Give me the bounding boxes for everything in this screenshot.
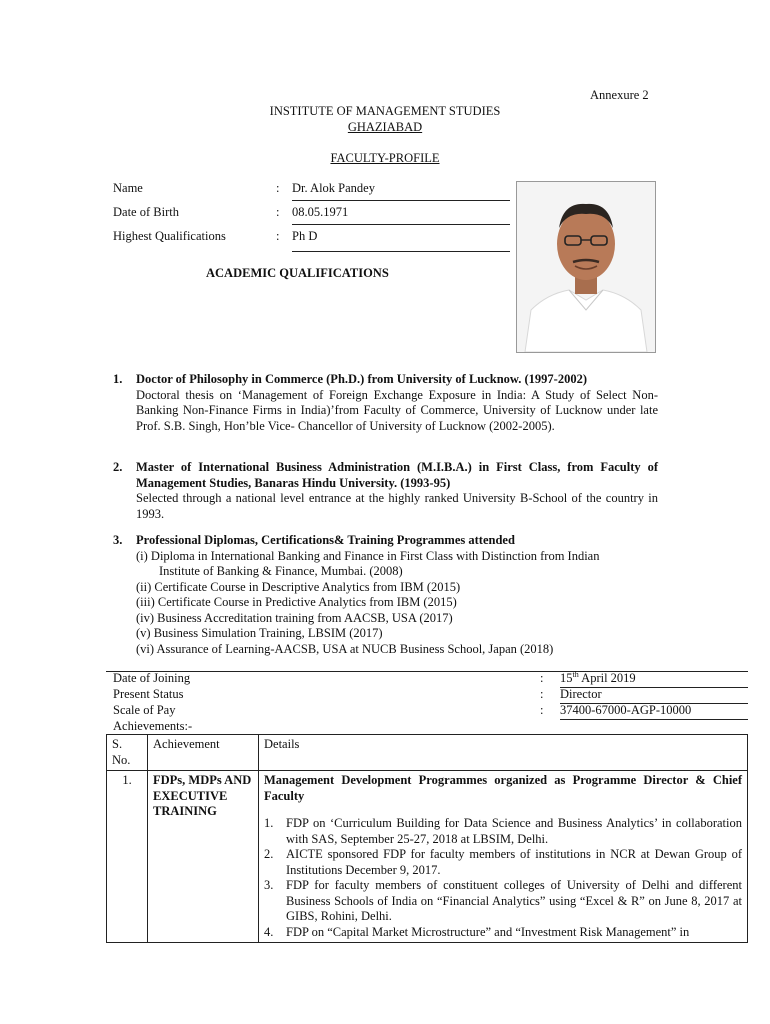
qualification-colon: : (276, 229, 280, 243)
list-item: 1. FDP on ‘Curriculum Building for Data Science and Business Analytics’ in collaboration with SAS, September 25-27, 2018 at LBSIM, Delhi. (264, 816, 742, 846)
profile-photo (516, 181, 656, 353)
qualification-label: Highest Qualifications (113, 229, 226, 243)
joining-colon: : (540, 671, 544, 685)
diploma-item: (iv) Business Accreditation training from AACSB, USA (2017) (136, 610, 453, 625)
diploma-item: (iii) Certificate Course in Predictive Analytics from IBM (2015) (136, 595, 457, 609)
item-title: Doctor of Philosophy in Commerce (Ph.D.) from University of Lucknow. (1997-2002) (136, 372, 588, 386)
joining-info (113, 671, 748, 735)
status-value: Director (560, 687, 748, 704)
list-item: 3. FDP for faculty members of constituent colleges of University of Delhi and different Business Schools of India on “Financial Analytics” using “Excel & R” on June 8, 2017 at GIBS, Rohini, Delhi. (264, 878, 742, 923)
diploma-item: (i) Diploma in International Banking and Finance in First Class with Distinction from Indian (136, 548, 600, 563)
qualification-item-3 (113, 533, 658, 657)
name-label: Name (113, 181, 143, 195)
item-title: Master of International Business Administration (M.I.B.A.) in First Class, from Faculty of Management Studies, Banaras Hindu University. (1993-95) (136, 460, 658, 490)
qualification-item-1 (113, 372, 658, 434)
status-colon: : (540, 687, 544, 701)
programme-list (264, 816, 742, 940)
name-value: Dr. Alok Pandey (292, 181, 510, 201)
row-sno: 1. (107, 771, 148, 943)
status-label: Present Status (113, 687, 184, 701)
status-row (113, 687, 748, 703)
qualification-value: Ph D (292, 229, 510, 252)
institute-name: INSTITUTE OF MANAGEMENT STUDIES (269, 104, 501, 118)
institute-city: GHAZIABAD (347, 120, 423, 134)
row-achievement: FDPs, MDPs AND EXECUTIVE TRAINING (148, 771, 259, 943)
item-number: 1. (113, 372, 123, 386)
item-text: Doctoral thesis on ‘Management of Foreign Exchange Exposure in India: A Study of Select Non-Banking Non-Finance Firms in India)’from Faculty of Commerce, University of Lucknow under late Prof. S.B. Singh, Hon’ble Vice- Chancellor of University of Lucknow (2002-2005). (136, 387, 658, 433)
pay-colon: : (540, 703, 544, 717)
header-sno: S. No. (107, 735, 148, 771)
diploma-item-continued: Institute of Banking & Finance, Mumbai. (2008) (159, 564, 403, 578)
table-header-row (107, 735, 748, 771)
diploma-item: (v) Business Simulation Training, LBSIM (2017) (136, 626, 383, 640)
list-item: 4. FDP on “Capital Market Microstructure” and “Investment Risk Management” in (264, 924, 690, 939)
header-details: Details (259, 735, 748, 771)
pay-row (113, 703, 748, 719)
diploma-item: (vi) Assurance of Learning-AACSB, USA at NUCB Business School, Japan (2018) (136, 641, 554, 656)
achievements-row (113, 719, 748, 735)
academic-heading: ACADEMIC QUALIFICATIONS (206, 266, 389, 280)
item-title: Professional Diplomas, Certifications& Training Programmes attended (136, 533, 515, 547)
pay-label: Scale of Pay (113, 703, 176, 717)
dob-value: 08.05.1971 (292, 205, 510, 225)
item-number: 2. (113, 460, 123, 474)
document-title: FACULTY-PROFILE (330, 151, 440, 165)
item-text: Selected through a national level entrance at the highly ranked University B-School of the country in 1993. (136, 491, 658, 521)
dob-label: Date of Birth (113, 205, 179, 219)
row-details (259, 771, 748, 943)
list-item: 2. AICTE sponsored FDP for faculty members of institutions in NCR at Dewan Group of Institutions December 9, 2017. (264, 847, 742, 877)
achievements-table (106, 734, 748, 943)
annexure-label: Annexure 2 (590, 88, 649, 102)
qualification-item-2 (113, 460, 658, 522)
pay-value: 37400-67000-AGP-10000 (560, 703, 748, 720)
details-title: Management Development Programmes organized as Programme Director & Chief Faculty (264, 773, 742, 803)
portrait-image (517, 182, 655, 352)
table-row (107, 771, 748, 943)
achievements-label: Achievements:- (113, 719, 193, 733)
joining-row (113, 671, 748, 687)
dob-colon: : (276, 205, 280, 219)
header-achievement: Achievement (148, 735, 259, 771)
joining-label: Date of Joining (113, 671, 191, 685)
diploma-item: (ii) Certificate Course in Descriptive Analytics from IBM (2015) (136, 579, 461, 594)
item-number: 3. (113, 533, 123, 547)
diploma-list (136, 549, 658, 658)
name-colon: : (276, 181, 280, 195)
joining-value: 15th April 2019 (560, 671, 748, 688)
